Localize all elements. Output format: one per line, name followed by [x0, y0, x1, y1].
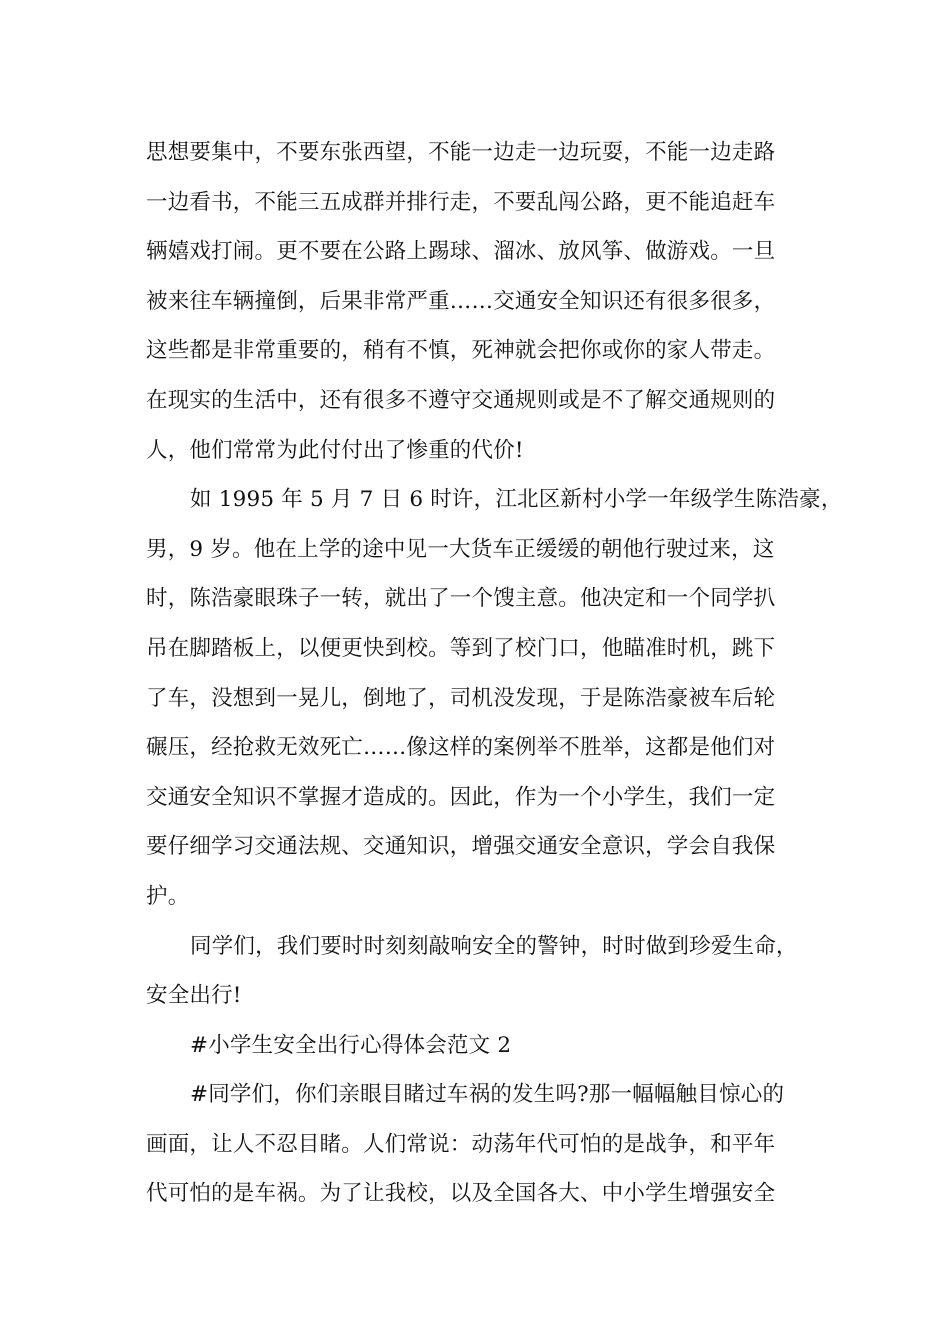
text-line: 被来往车辆撞倒，后果非常严重……交通安全知识还有很多很多，	[146, 288, 776, 314]
text-line: 了车，没想到一晃儿，倒地了，司机没发现，于是陈浩豪被车后轮	[146, 685, 776, 711]
text-line: 碾压，经抢救无效死亡……像这样的案例举不胜举，这都是他们对	[146, 735, 776, 761]
document-page	[146, 128, 843, 1219]
text-line: 如 1995 年 5 月 7 日 6 时许，江北区新村小学一年级学生陈浩豪，	[190, 487, 843, 513]
text-line: 代可怕的是车祸。为了让我校，以及全国各大、中小学生增强安全	[146, 1181, 776, 1207]
text-line: 男，9 岁。他在上学的途中见一大货车正缓缓的朝他行驶过来，这	[146, 536, 775, 562]
text-line: 辆嬉戏打闹。更不要在公路上踢球、溜冰、放风筝、做游戏。一旦	[146, 239, 776, 265]
text-line: 要仔细学习交通法规、交通知识，增强交通安全意识，学会自我保	[146, 834, 776, 860]
text-line: 画面，让人不忍目睹。人们常说：动荡年代可怕的是战争，和平年	[146, 1131, 776, 1157]
text-line: 吊在脚踏板上，以便更快到校。等到了校门口，他瞄准时机，跳下	[146, 635, 776, 661]
text-line: 人，他们常常为此付付出了惨重的代价!	[146, 437, 524, 463]
text-line: 这些都是非常重要的，稍有不慎，死神就会把你或你的家人带走。	[146, 338, 776, 364]
text-line: 思想要集中，不要东张西望，不能一边走一边玩耍，不能一边走路	[146, 140, 776, 165]
text-line: 同学们，我们要时时刻刻敲响安全的警钟，时时做到珍爱生命，	[190, 933, 798, 959]
text-line: 一边看书，不能三五成群并排行走，不要乱闯公路，更不能追赶车	[146, 189, 776, 215]
text-line: 安全出行!	[146, 983, 242, 1009]
text-line: 交通安全知识不掌握才造成的。因此，作为一个小学生，我们一定	[146, 784, 776, 810]
text-line: 时，陈浩豪眼珠子一转，就出了一个馊主意。他决定和一个同学扒	[146, 586, 776, 612]
text-line: #小学生安全出行心得体会范文 2	[190, 1032, 512, 1058]
text-line: #同学们，你们亲眼目睹过车祸的发生吗?那一幅幅触目惊心的	[190, 1082, 785, 1108]
text-line: 在现实的生活中，还有很多不遵守交通规则或是不了解交通规则的	[146, 387, 776, 413]
text-line: 护。	[146, 883, 190, 909]
